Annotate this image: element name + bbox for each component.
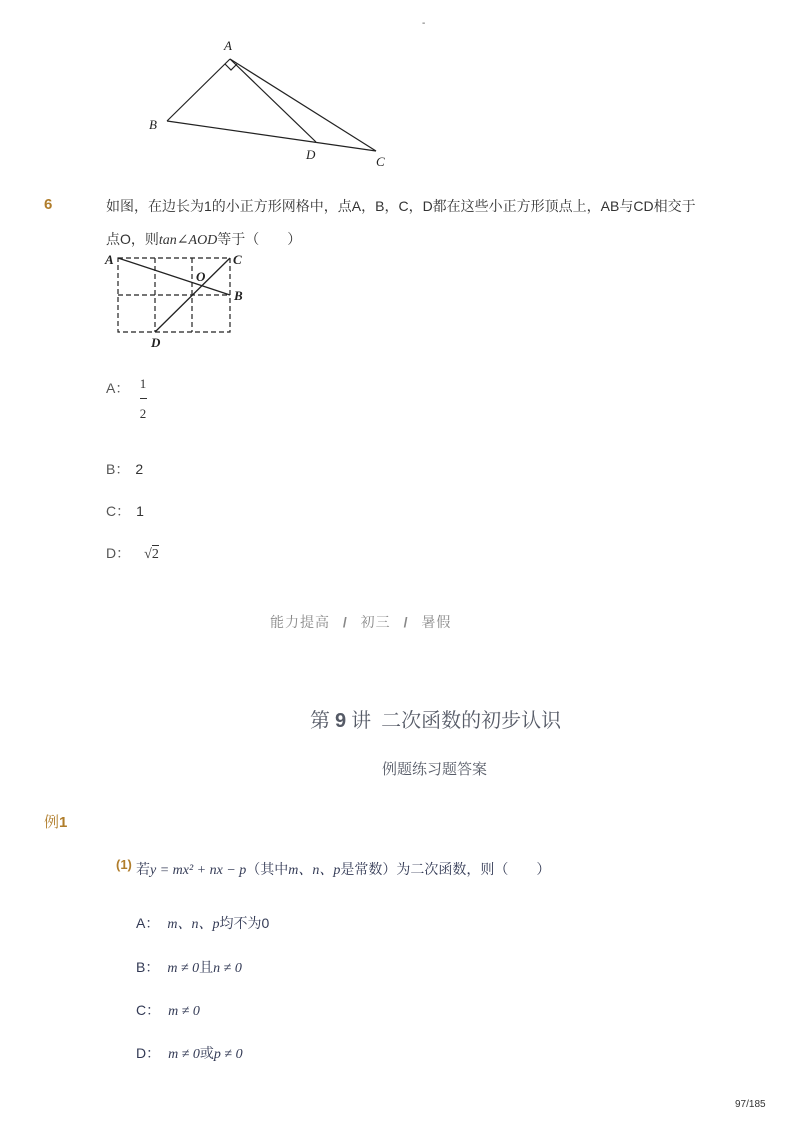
option-math: m、n、p <box>167 917 220 932</box>
lecture-number: 9 <box>335 710 347 732</box>
fraction-bar <box>140 398 147 399</box>
section-subtitle: 例题练习题答案 <box>382 762 488 778</box>
option-b[interactable] <box>136 957 242 977</box>
stem-post: 是常数）为二次函数，则（ ） <box>340 861 551 877</box>
breadcrumb-item: 暑假 <box>421 614 452 630</box>
option-math: m ≠ 0 <box>168 1004 200 1019</box>
option-label: D： <box>106 545 131 561</box>
option-a[interactable] <box>106 376 147 421</box>
option-c[interactable] <box>106 501 144 521</box>
stem-pre: 若 <box>136 861 150 877</box>
fig5-label-c: C <box>376 154 385 169</box>
fig5-label-a: A <box>224 38 232 53</box>
option-label: B： <box>136 959 160 975</box>
segment-ac <box>230 59 376 151</box>
lecture-suffix: 讲 二次函数的初步认识 <box>351 710 562 732</box>
option-math: n ≠ 0 <box>213 961 242 976</box>
grid-label-d: D <box>151 335 161 348</box>
option-b[interactable] <box>106 459 143 479</box>
grid-label-o: O <box>196 269 206 284</box>
fig5-label-d: D <box>306 147 316 162</box>
top-mark: - <box>422 18 426 29</box>
right-angle-mark <box>225 64 237 70</box>
option-value: 1 <box>136 503 144 519</box>
lecture-prefix: 第 <box>310 710 330 732</box>
option-c[interactable] <box>136 1000 200 1020</box>
grid-label-b: B <box>234 288 243 303</box>
triangle-figure <box>140 35 400 175</box>
radicand: 2 <box>151 547 159 562</box>
option-math: p ≠ 0 <box>213 1047 243 1062</box>
page-number: 97/185 <box>735 1099 766 1110</box>
example-heading <box>44 811 67 832</box>
grid-label-a: A <box>105 252 114 267</box>
breadcrumb-item: 初三 <box>360 614 391 630</box>
radical-sign: √ <box>144 547 152 562</box>
option-label: C： <box>136 1002 161 1018</box>
grid-label-c: C <box>233 252 242 267</box>
example-prefix: 例 <box>44 814 60 831</box>
lecture-title <box>310 704 561 733</box>
subquestion-stem <box>136 859 550 879</box>
option-text: 且 <box>199 959 214 975</box>
option-label: A： <box>106 380 130 396</box>
question-stem-line1: 如图，在边长为1的小正方形网格中，点A，B，C，D都在这些小正方形顶点上，AB与CD相交于 <box>106 198 696 214</box>
segment-ad <box>230 59 316 142</box>
breadcrumb <box>270 612 451 632</box>
stem-equation: y = mx² + nx − p <box>150 863 247 878</box>
option-text: 或 <box>199 1045 214 1061</box>
option-d[interactable] <box>136 1043 243 1063</box>
stem-text-post: 等于（ ） <box>217 231 302 247</box>
stem-vars: m、n、p <box>288 863 341 878</box>
option-label: D： <box>136 1045 161 1061</box>
fraction-denominator: 2 <box>139 406 147 421</box>
fig5-label-b: B <box>149 117 157 132</box>
example-number: 1 <box>59 814 68 831</box>
option-d[interactable] <box>106 543 159 563</box>
fraction-numerator: 1 <box>139 376 147 391</box>
option-math: m ≠ 0 <box>167 961 200 976</box>
option-math: m ≠ 0 <box>168 1047 200 1062</box>
option-label: B： <box>106 461 130 477</box>
stem-text-pre: 点O，则 <box>106 231 159 247</box>
segment-bc <box>167 121 376 151</box>
option-label: A： <box>136 915 160 931</box>
stem-math: tan∠AOD <box>158 233 218 248</box>
question-number: 6 <box>44 196 53 213</box>
breadcrumb-separator: / <box>342 614 348 630</box>
option-value: 2 <box>135 461 144 477</box>
fraction <box>137 377 149 420</box>
breadcrumb-item: 能力提高 <box>270 614 330 630</box>
stem-mid: （其中 <box>246 861 289 877</box>
grid-figure <box>100 248 260 348</box>
option-a[interactable] <box>136 913 269 933</box>
breadcrumb-separator: / <box>403 614 409 630</box>
subquestion-number: (1) <box>116 857 132 872</box>
option-label: C： <box>106 503 131 519</box>
segment-ab <box>167 59 230 121</box>
question-stem-line2 <box>106 229 301 249</box>
option-text: 均不为0 <box>219 915 270 931</box>
segment-ab <box>118 258 230 295</box>
